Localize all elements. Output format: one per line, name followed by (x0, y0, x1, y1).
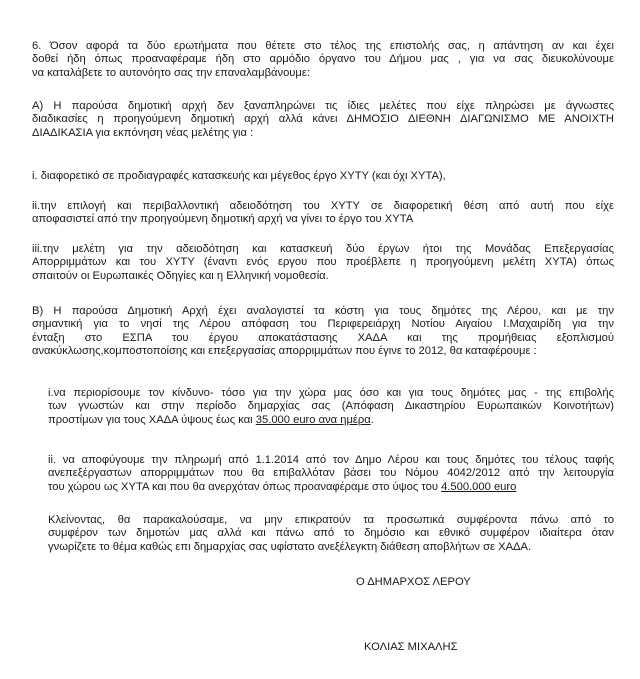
paragraph-a-ii (32, 200, 614, 227)
text-line: διαδικασίες η προηγούμενη δημοτική αρχή αλλά κάνει ΔΗΜΟΣΙΟ ΔΙΕΘΝΗ ΔΙΑΓΩΝΙΣΜΟ ΜΕ ΑΝΟΙΧΤΗ (32, 113, 614, 126)
text-line: i. διαφορετικό σε προδιαγραφές κατασκευής και μέγεθος έργο ΧΥΤΥ (και όχι ΧΥΤΑ), (32, 170, 446, 182)
text-line: Κλείνοντας, θα παρακαλούσαμε, να μην επικρατούν τα προσωπικά συμφέροντα πάνω από το (48, 514, 614, 526)
text-line: ii.την επιλογή και περιβαλλοντική αδειοδότηση του ΧΥΤΥ σε διαφορετική θέση από αυτή που είχε (32, 200, 614, 212)
paragraph-6 (32, 40, 614, 80)
text-fragment: . (370, 413, 374, 426)
underlined-amount: 35.000 euro ανα ημέρα (255, 413, 371, 426)
text-line: Β) Η παρούσα Δημοτική Αρχή έχει αναλογιστεί τα κόστη για τους δημότες της Λέρου, και με την (32, 305, 614, 317)
text-line: των γνωστών και στην περίοδο δημαρχίας σας (Απόφαση Δικαστηρίου Ευρωπαικών Κοινοτήτων) (48, 400, 614, 413)
paragraph-closing (48, 514, 614, 554)
text-line: Α) Η παρούσα δημοτική αρχή δεν ξαναπληρώνει τις ίδιες μελέτες που είχε πληρώσει με άγνωστες (32, 100, 614, 112)
text-line: σημαντική για το νησί της Λέρου απόφαση του Περιφερειάρχη Νοτίου Αιγαίου Ι.Μαχαιρίδη για την (32, 318, 614, 331)
signature-title: Ο ΔΗΜΑΡΧΟΣ ΛΕΡΟΥ (356, 576, 471, 588)
text-fragment: προστίμων για τους ΧΑΔΑ ύψους έως και (48, 413, 256, 426)
text-line: ii. να αποφύγουμε την πληρωμή από 1.1.2014 από τον Δημο Λέρου και τους δημότες του τέλους ταφής (48, 454, 614, 466)
text-line: δοθεί ήδη όπως προαναφέραμε ήδη στο αρμόδιο όργανο του Δήμου μας , για να σας διευκολύνουμε (32, 53, 614, 66)
text-line (48, 414, 614, 427)
text-line: ένταξη στο ΕΣΠΑ του έργου αποκατάστασης ΧΑΔΑ και της προμήθειας εξοπλισμού (32, 331, 614, 344)
paragraph-b (32, 305, 614, 359)
text-line: ανεπεξέργαστων απορριμμάτων που θα επιβαλλόταν βάσει του Νόμου 4042/2012 από την λειτουργία (48, 467, 614, 480)
text-line: γνωρίζετε το θέμα καθώς επι δημαρχίας σας υφίστατο ανεξέλεγκτη διάθεση αποβλήτων σε ΧΑΔΑ. (48, 540, 532, 553)
text-line: αποφασιστεί από την προηγούμενη δημοτική αρχή να γίνει το έργο του ΧΥΤΑ (32, 213, 414, 226)
text-line: ΔΙΑΔΙΚΑΣΙΑ για εκπόνηση νέας μελέτης για : (32, 126, 254, 139)
text-line: 6. Όσον αφορά τα δύο ερωτήματα που θέτετε στο τέλος της επιστολής σας, η απάντηση αν και έχει (32, 40, 614, 52)
text-line: συμφέρον των δημοτών μας αλλά και πάνω από το δημόσιο και εθνικό συμφέρον ιδιαίτερα όταν (48, 527, 614, 540)
text-line: Απορριμμάτων και του ΧΥΤΥ (έναντι ενός εργου που προέβλεπε η προηγούμενη μελέτη ΧΥΤΑ) όπως (32, 256, 614, 269)
paragraph-a-iii (32, 243, 614, 283)
signature-name: ΚΟΛΙΑΣ ΜΙΧΑΛΗΣ (364, 641, 458, 653)
paragraph-b-ii (48, 454, 614, 494)
text-line (48, 481, 614, 494)
text-line: i.να περιορίσουμε τον κίνδυνο- τόσο για την χώρα μας όσο και για τους δημότες μας - της επιβολής (48, 387, 614, 399)
text-fragment: του χώρου ως ΧΥΤΑ και που θα ανερχόταν όπως προαναφέραμε στο ύψος του (48, 480, 442, 493)
text-line: iii.την μελέτη για την αδειοδότηση και κατασκευή δύο έργων ήτοι της Μονάδας Επεξεργασίας (32, 243, 614, 255)
text-line: να καταλάβετε το αυτονόητο σας την επαναλαμβάνουμε: (32, 66, 310, 79)
underlined-amount: 4.500.000 euro (441, 480, 517, 493)
text-line: ανακύκλωσης,κομποστοποίσης και επεξεργασίας απορριμμάτων που έγινε το 2012, θα καταφέρουμε : (32, 345, 537, 358)
paragraph-a (32, 100, 614, 140)
text-line: σπαιτούν οι Ευρωπαικές Οδηγίες και η Ελληνική νομοθεσία. (32, 269, 329, 282)
paragraph-a-i (32, 170, 614, 183)
paragraph-b-i (48, 387, 614, 427)
